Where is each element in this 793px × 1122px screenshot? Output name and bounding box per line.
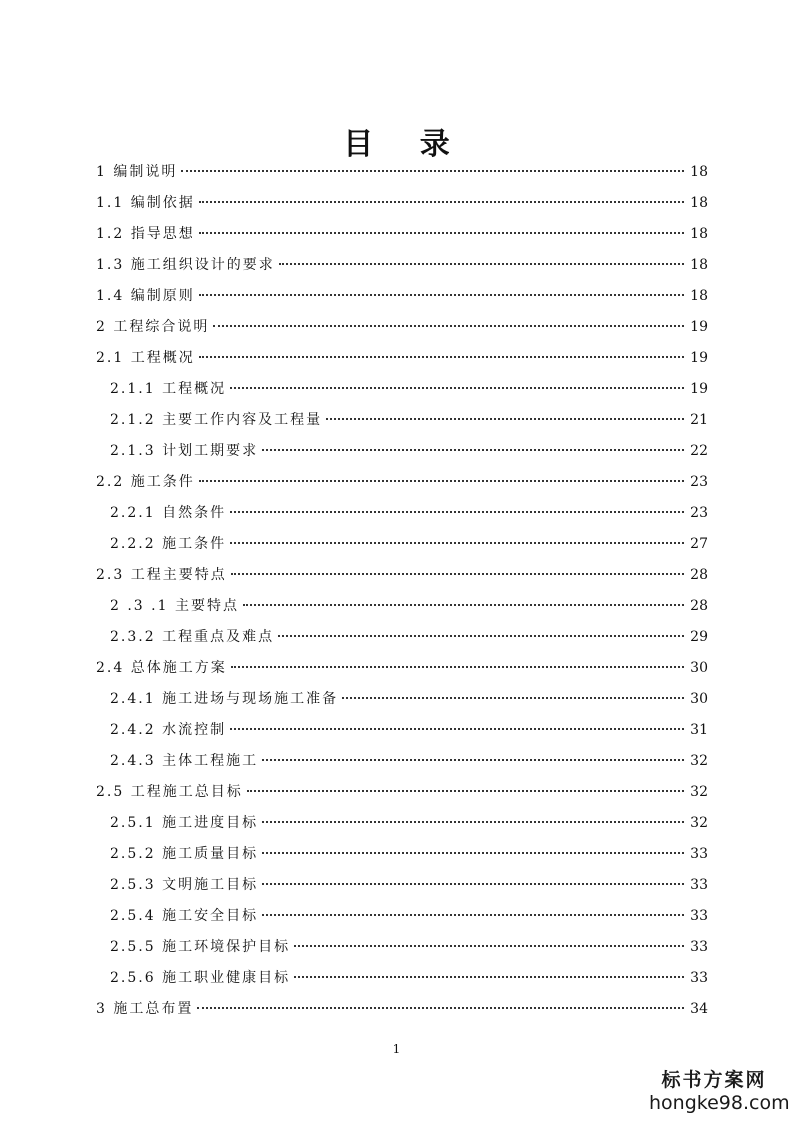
toc-entry[interactable]: [96, 901, 708, 932]
table-of-contents: [96, 157, 708, 1025]
dot-leader: [230, 542, 684, 544]
dot-leader: [199, 232, 684, 234]
dot-leader: [230, 511, 684, 513]
toc-entry-title: 2.5.4 施工安全目标: [110, 908, 259, 924]
toc-entry-title: 2.4.2 水流控制: [110, 722, 227, 738]
toc-entry[interactable]: [96, 529, 708, 560]
toc-entry[interactable]: [96, 994, 708, 1025]
toc-entry[interactable]: [96, 839, 708, 870]
toc-entry-page: 32: [690, 753, 708, 769]
toc-entry-title: 2.4.3 主体工程施工: [110, 753, 259, 769]
dot-leader: [262, 759, 684, 761]
toc-entry-title: 2.5.2 施工质量目标: [110, 846, 259, 862]
dot-leader: [278, 635, 684, 637]
toc-entry-title: 2.1 工程概况: [96, 350, 195, 366]
toc-entry-page: 33: [690, 846, 708, 862]
toc-entry[interactable]: [96, 219, 708, 250]
toc-entry-page: 33: [690, 877, 708, 893]
toc-entry-page: 33: [690, 939, 708, 955]
toc-entry[interactable]: [96, 250, 708, 281]
dot-leader: [294, 945, 684, 947]
dot-leader: [326, 418, 684, 420]
dot-leader: [262, 449, 684, 451]
dot-leader: [230, 387, 684, 389]
toc-entry-page: 32: [690, 784, 708, 800]
toc-entry-title: 2.2.1 自然条件: [110, 505, 227, 521]
dot-leader: [342, 697, 684, 699]
toc-entry-page: 19: [690, 350, 708, 366]
dot-leader: [230, 728, 684, 730]
toc-entry-title: 2 工程综合说明: [96, 319, 210, 335]
toc-entry-page: 27: [690, 536, 708, 552]
toc-entry[interactable]: [96, 746, 708, 777]
toc-entry-title: 1.4 编制原则: [96, 288, 195, 304]
dot-leader: [294, 976, 684, 978]
toc-entry-title: 1.1 编制依据: [96, 195, 195, 211]
dot-leader: [181, 170, 684, 172]
toc-entry-title: 2.1.3 计划工期要求: [110, 443, 259, 459]
toc-entry[interactable]: [96, 808, 708, 839]
watermark-url: hongke98.com: [649, 1092, 790, 1114]
toc-entry-title: 2.1.1 工程概况: [110, 381, 227, 397]
dot-leader: [199, 201, 684, 203]
toc-entry-page: 31: [690, 722, 708, 738]
toc-entry-title: 2.4 总体施工方案: [96, 660, 227, 676]
dot-leader: [262, 914, 684, 916]
dot-leader: [199, 356, 684, 358]
toc-entry-title: 1.3 施工组织设计的要求: [96, 257, 275, 273]
toc-entry-page: 28: [690, 598, 708, 614]
toc-entry[interactable]: [96, 715, 708, 746]
toc-entry-title: 2.1.2 主要工作内容及工程量: [110, 412, 323, 428]
toc-entry[interactable]: [96, 374, 708, 405]
toc-entry[interactable]: [96, 777, 708, 808]
dot-leader: [213, 325, 684, 327]
dot-leader: [262, 852, 684, 854]
toc-entry-title: 1 编制说明: [96, 164, 178, 180]
toc-entry-title: 2.2.2 施工条件: [110, 536, 227, 552]
toc-entry-title: 2.5.6 施工职业健康目标: [110, 970, 291, 986]
toc-entry-page: 19: [690, 319, 708, 335]
page-title: 目 录: [343, 127, 468, 162]
toc-entry-title: 3 施工总布置: [96, 1001, 194, 1017]
toc-entry-title: 2.3.2 工程重点及难点: [110, 629, 275, 645]
toc-entry[interactable]: [96, 591, 708, 622]
toc-entry[interactable]: [96, 436, 708, 467]
dot-leader: [199, 480, 684, 482]
dot-leader: [231, 573, 684, 575]
toc-entry-page: 30: [690, 691, 708, 707]
watermark-logo: [649, 1068, 790, 1114]
dot-leader: [247, 790, 684, 792]
toc-entry-title: 2.5.3 文明施工目标: [110, 877, 259, 893]
toc-entry[interactable]: [96, 684, 708, 715]
toc-entry-page: 18: [690, 164, 708, 180]
toc-entry-page: 32: [690, 815, 708, 831]
page-number: 1: [392, 1042, 401, 1056]
toc-entry-page: 22: [690, 443, 708, 459]
toc-entry-page: 19: [690, 381, 708, 397]
watermark-site-name: 标书方案网: [661, 1069, 767, 1091]
dot-leader: [262, 821, 684, 823]
toc-entry[interactable]: [96, 963, 708, 994]
toc-entry-page: 18: [690, 226, 708, 242]
toc-entry-page: 18: [690, 257, 708, 273]
toc-entry[interactable]: [96, 560, 708, 591]
dot-leader: [243, 604, 684, 606]
toc-entry-title: 2.3 工程主要特点: [96, 567, 227, 583]
dot-leader: [262, 883, 684, 885]
toc-entry[interactable]: [96, 281, 708, 312]
dot-leader: [199, 294, 684, 296]
toc-entry-title: 2.5.1 施工进度目标: [110, 815, 259, 831]
toc-entry-title: 2.5 工程施工总目标: [96, 784, 243, 800]
toc-entry-title: 2.5.5 施工环境保护目标: [110, 939, 291, 955]
toc-entry[interactable]: [96, 157, 708, 188]
toc-entry-page: 18: [690, 288, 708, 304]
toc-entry-title: 2.2 施工条件: [96, 474, 195, 490]
toc-entry[interactable]: [96, 622, 708, 653]
toc-entry-page: 34: [690, 1001, 708, 1017]
toc-entry-page: 28: [690, 567, 708, 583]
toc-entry[interactable]: [96, 188, 708, 219]
toc-entry-page: 29: [690, 629, 708, 645]
toc-entry[interactable]: [96, 312, 708, 343]
toc-entry-page: 23: [690, 474, 708, 490]
toc-entry-title: 2 .3 .1 主要特点: [110, 598, 239, 614]
toc-entry[interactable]: [96, 405, 708, 436]
toc-entry-page: 18: [690, 195, 708, 211]
toc-entry-page: 23: [690, 505, 708, 521]
dot-leader: [279, 263, 684, 265]
dot-leader: [231, 666, 684, 668]
toc-entry[interactable]: [96, 870, 708, 901]
toc-entry-page: 30: [690, 660, 708, 676]
dot-leader: [197, 1007, 684, 1009]
toc-entry-title: 1.2 指导思想: [96, 226, 195, 242]
toc-entry-title: 2.4.1 施工进场与现场施工准备: [110, 691, 339, 707]
toc-entry[interactable]: [96, 932, 708, 963]
toc-entry[interactable]: [96, 343, 708, 374]
toc-entry[interactable]: [96, 467, 708, 498]
toc-entry-page: 33: [690, 970, 708, 986]
toc-entry-page: 33: [690, 908, 708, 924]
toc-entry-page: 21: [690, 412, 708, 428]
toc-entry[interactable]: [96, 498, 708, 529]
toc-entry[interactable]: [96, 653, 708, 684]
